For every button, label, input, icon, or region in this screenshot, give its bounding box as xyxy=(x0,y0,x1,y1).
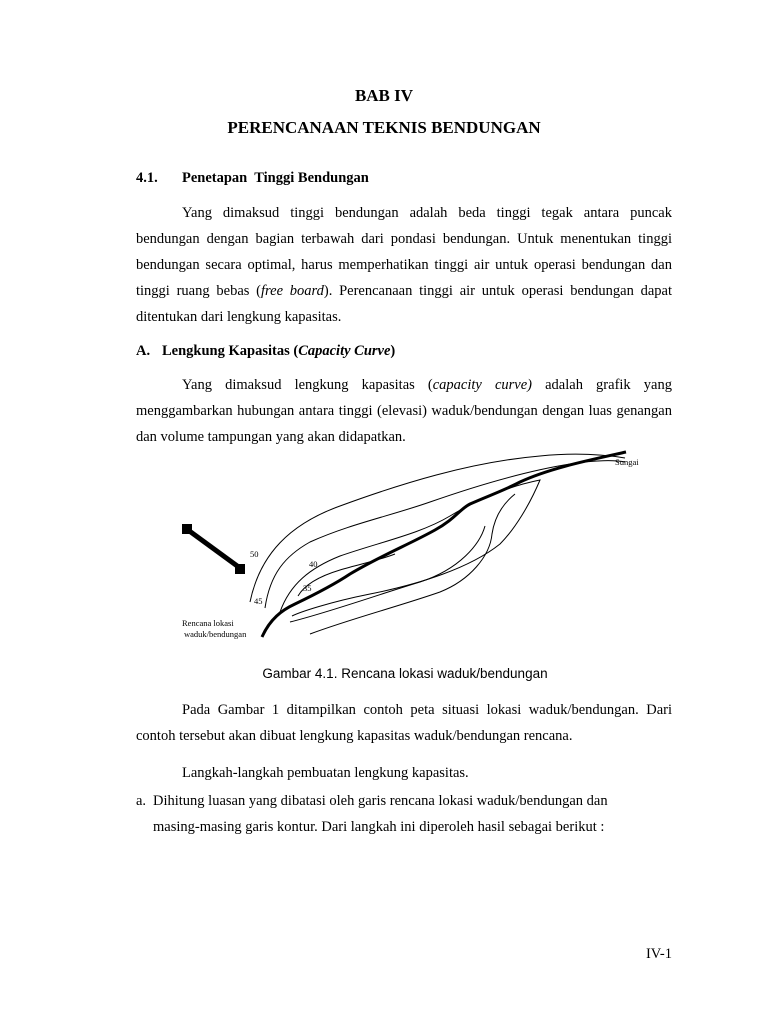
dam-axis-line xyxy=(188,530,240,568)
river-label: Sungai xyxy=(615,457,639,467)
figure-caption: Gambar 4.1. Rencana lokasi waduk/bendungan xyxy=(262,666,548,681)
subsection-heading xyxy=(136,343,395,360)
river-line xyxy=(262,452,626,637)
paragraph-italic-term: free board xyxy=(261,283,324,299)
section-title: Penetapan Tinggi Bendungan xyxy=(182,170,369,186)
contour-label-35: 35 xyxy=(303,583,312,593)
contour-label-40: 40 xyxy=(309,559,318,569)
contour-label-50: 50 xyxy=(250,549,259,559)
section-number: 4.1. xyxy=(136,170,158,186)
section-heading xyxy=(136,170,369,187)
subsection-title-italic: Capacity Curve xyxy=(298,343,391,359)
paragraph-steps-intro: Langkah-langkah pembuatan lengkung kapasitas. xyxy=(182,765,469,781)
list-item-text: Dihitung luasan yang dibatasi oleh garis rencana lokasi waduk/bendungan dan xyxy=(153,793,608,809)
subsection-marker: A. xyxy=(136,343,151,359)
subsection-title: Lengkung Kapasitas ( xyxy=(162,343,299,359)
subsection-title-end: ) xyxy=(390,343,396,359)
paragraph-italic-term: capacity curve) xyxy=(432,377,532,393)
paragraph-text: Yang dimaksud tinggi bendungan adalah beda tinggi tegak antara puncak bendungan dengan bagian terbawah dari pondasi bendungan. Untuk menentukan tinggi bendungan secara optimal, harus memperhatikan tinggi air untuk operasi bendungan dan tinggi ruang bebas ( xyxy=(136,205,672,299)
contour-label-45: 45 xyxy=(254,596,263,606)
list-marker: a. xyxy=(136,793,147,809)
list-item xyxy=(136,788,676,814)
chapter-title: PERENCANAAN TEKNIS BENDUNGAN xyxy=(227,118,541,137)
paragraph-text: Yang dimaksud lengkung kapasitas ( xyxy=(182,377,433,393)
contour-line-40 xyxy=(280,480,540,616)
contour-line-45 xyxy=(265,461,625,608)
paragraph-dam-height xyxy=(136,200,672,330)
contour-line-lower xyxy=(290,526,485,622)
page-number: IV-1 xyxy=(645,946,672,962)
paragraph-text: ). Perencanaan tinggi air untuk operasi bendungan dapat ditentukan dari lengkung kapasitas. xyxy=(136,283,672,325)
chapter-heading: BAB IV xyxy=(354,86,414,105)
list-item-continuation: masing-masing garis kontur. Dari langkah ini diperoleh hasil sebagai berikut : xyxy=(153,819,605,835)
location-label-line2: waduk/bendungan xyxy=(184,629,247,639)
steps-list xyxy=(136,788,676,840)
dam-end-marker-bottom xyxy=(235,564,245,574)
dam-end-marker-top xyxy=(182,524,192,534)
paragraph-text: adalah grafik yang menggambarkan hubungan antara tinggi (elevasi) waduk/bendungan dengan luas genangan dan volume tampungan yang akan didapatkan. xyxy=(136,377,672,445)
paragraph-text: Pada Gambar 1 ditampilkan contoh peta situasi lokasi waduk/bendungan. Dari contoh tersebut akan dibuat lengkung kapasitas waduk/bendungan rencana. xyxy=(136,702,672,744)
reservoir-location-map xyxy=(170,444,650,644)
contour-line-inner xyxy=(310,494,515,634)
paragraph-figure-description xyxy=(136,697,672,749)
paragraph-capacity-curve xyxy=(136,372,672,450)
location-label-line1: Rencana lokasi xyxy=(182,618,234,628)
